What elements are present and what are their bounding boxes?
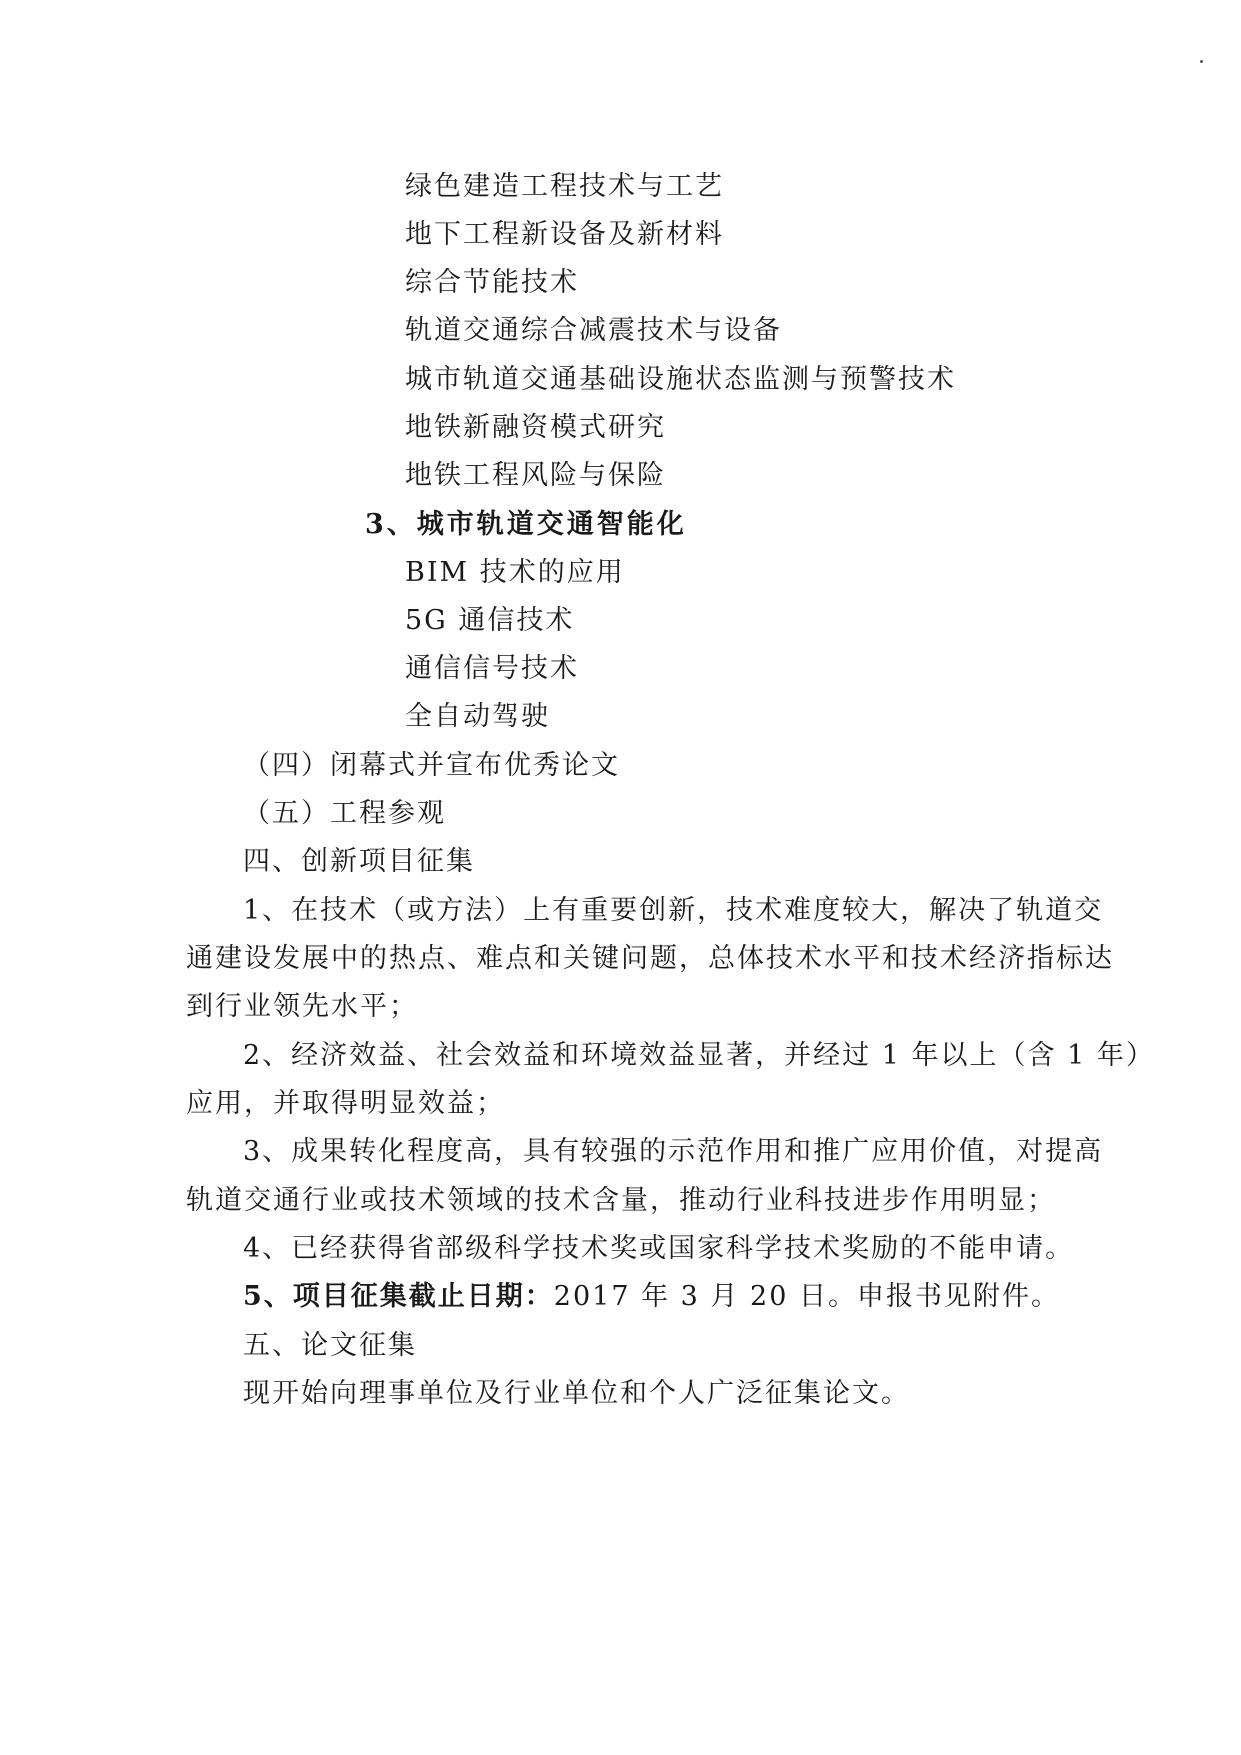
sub-section-title: （四）闭幕式并宣布优秀论文 [243, 750, 620, 781]
list-item: 城市轨道交通基础设施状态监测与预警技术 [405, 364, 956, 395]
list-item: 绿色建造工程技术与工艺 [405, 171, 724, 202]
paragraph-line: 1、在技术（或方法）上有重要创新，技术难度较大，解决了轨道交 [243, 895, 1104, 926]
list-item: 地铁新融资模式研究 [405, 412, 666, 443]
paragraph-line: 到行业领先水平； [186, 991, 418, 1022]
deadline-label: 5、项目征集截止日期： [243, 1281, 554, 1312]
paragraph-line: 现开始向理事单位及行业单位和个人广泛征集论文。 [243, 1378, 910, 1409]
list-item: 通信信号技术 [405, 653, 579, 684]
list-item: 轨道交通综合减震技术与设备 [405, 315, 782, 346]
list-item: 地铁工程风险与保险 [405, 460, 666, 491]
paragraph-line: 应用，并取得明显效益； [186, 1088, 505, 1119]
deadline-text: 2017 年 3 月 20 日。申报书见附件。 [553, 1281, 1060, 1312]
deadline-line [243, 1280, 1060, 1314]
paragraph-line: 通建设发展中的热点、难点和关键问题，总体技术水平和技术经济指标达 [186, 943, 1114, 974]
list-item: 全自动驾驶 [405, 701, 550, 732]
paragraph-line: 轨道交通行业或技术领域的技术含量，推动行业科技进步作用明显； [186, 1185, 1056, 1216]
list-item: BIM 技术的应用 [405, 557, 625, 588]
section-title: 四、创新项目征集 [243, 846, 475, 877]
list-item: 地下工程新设备及新材料 [405, 219, 724, 250]
paragraph-line: 2、经济效益、社会效益和环境效益显著，并经过 1 年以上（含 1 年） [243, 1040, 1155, 1071]
sub-section-title: （五）工程参观 [243, 798, 446, 829]
paragraph-line: 3、成果转化程度高，具有较强的示范作用和推广应用价值，对提高 [243, 1136, 1104, 1167]
paragraph-line: 4、已经获得省部级科学技术奖或国家科学技术奖励的不能申请。 [243, 1233, 1075, 1264]
list-item: 5G 通信技术 [405, 605, 575, 636]
section-heading: 3、城市轨道交通智能化 [365, 509, 687, 540]
list-item: 综合节能技术 [405, 267, 579, 298]
section-title: 五、论文征集 [243, 1330, 417, 1361]
scan-dot [1200, 60, 1203, 63]
